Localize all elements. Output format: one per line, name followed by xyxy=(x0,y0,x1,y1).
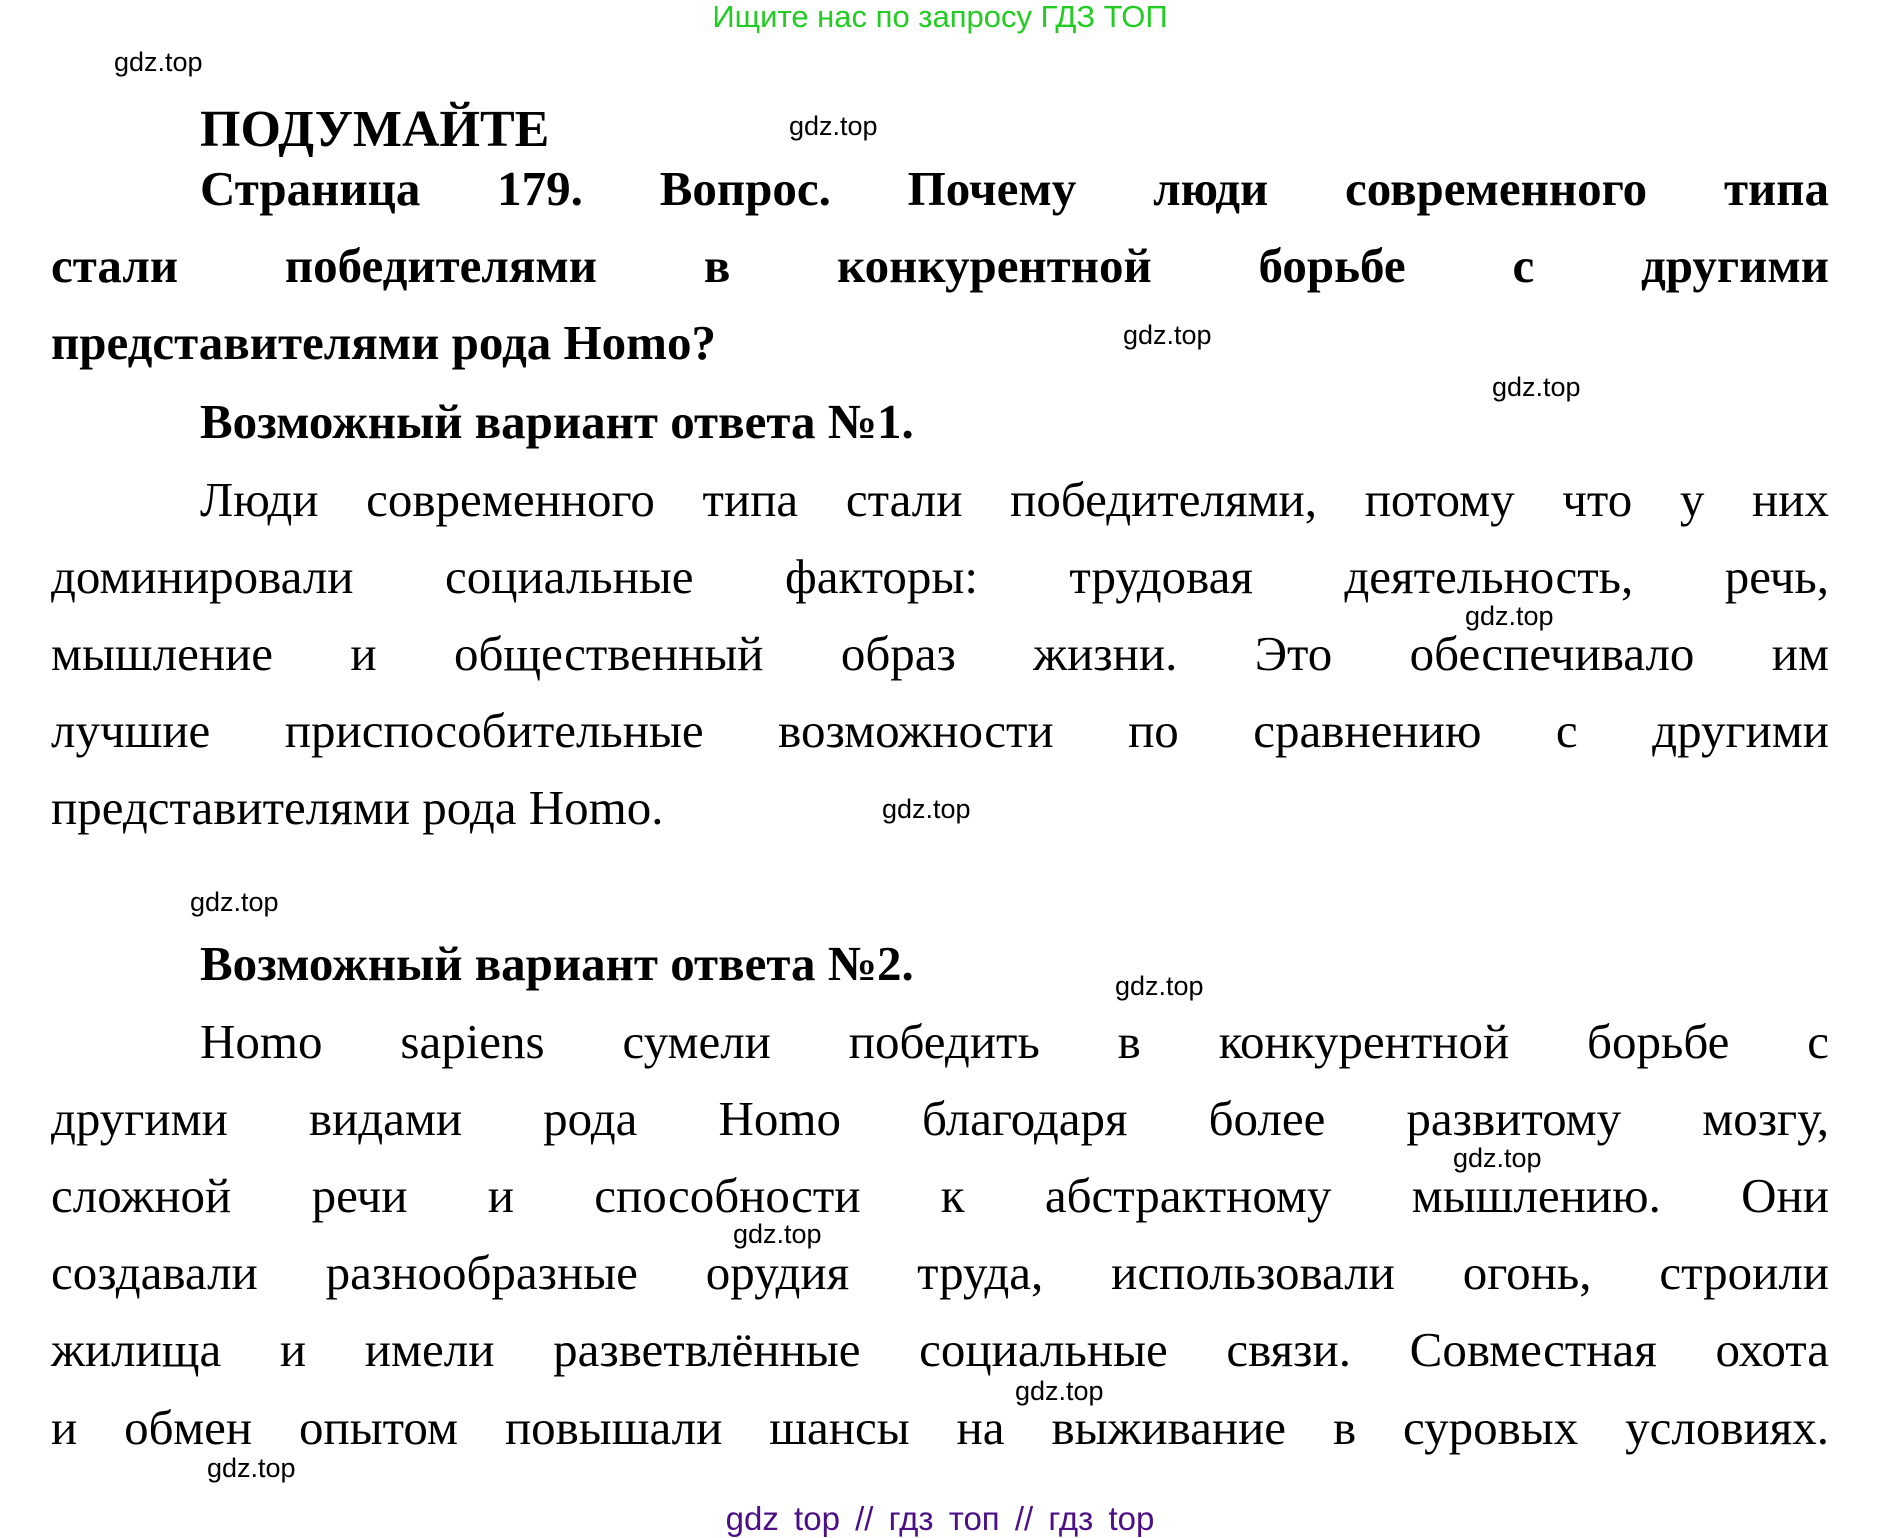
watermark: gdz.top xyxy=(1465,601,1554,631)
footer-links: gdz top // гдз топ // гдз top xyxy=(725,1500,1155,1537)
section-title: ПОДУМАЙТЕ xyxy=(200,101,550,158)
answer2-line: другими видами рода Homo благодаря более развитому мозгу, xyxy=(51,1091,1829,1146)
watermark: gdz.top xyxy=(1123,320,1212,350)
answer2-heading: Возможный вариант ответа №2. xyxy=(200,936,914,991)
answer1-line: доминировали социальные факторы: трудовая деятельность, речь, xyxy=(51,549,1829,604)
watermark: gdz.top xyxy=(1453,1143,1542,1173)
watermark: gdz.top xyxy=(114,47,203,77)
watermark: gdz.top xyxy=(190,887,279,917)
watermark: gdz.top xyxy=(1115,971,1204,1001)
watermark: gdz.top xyxy=(882,794,971,824)
answer2-line: создавали разнообразные орудия труда, использовали огонь, строили xyxy=(51,1245,1829,1300)
answer1-line: мышление и общественный образ жизни. Это обеспечивало им xyxy=(51,626,1829,681)
question-line: представителями рода Homo? xyxy=(51,315,716,370)
watermark: gdz.top xyxy=(207,1453,296,1483)
answer1-line: представителями рода Homo. xyxy=(51,780,664,835)
watermark: gdz.top xyxy=(1492,372,1581,402)
answer2-line: сложной речи и способности к абстрактному мышлению. Они xyxy=(51,1168,1829,1223)
answer1-line: лучшие приспособительные возможности по сравнению с другими xyxy=(51,703,1829,758)
search-banner: Ищите нас по запросу ГДЗ ТОП xyxy=(712,0,1168,34)
watermark: gdz.top xyxy=(1015,1376,1104,1406)
answer2-line: Homo sapiens сумели победить в конкурентной борьбе с xyxy=(200,1014,1829,1069)
answer2-line: жилища и имели разветвлённые социальные связи. Совместная охота xyxy=(51,1322,1829,1377)
answer2-line: и обмен опытом повышали шансы на выживание в суровых условиях. xyxy=(51,1400,1829,1455)
watermark: gdz.top xyxy=(789,111,878,141)
answer1-line: Люди современного типа стали победителями, потому что у них xyxy=(200,472,1829,527)
question-line: Страница 179. Вопрос. Почему люди современного типа xyxy=(200,161,1829,216)
answer1-heading: Возможный вариант ответа №1. xyxy=(200,394,914,449)
question-line: стали победителями в конкурентной борьбе с другими xyxy=(51,238,1829,293)
watermark: gdz.top xyxy=(733,1219,822,1249)
